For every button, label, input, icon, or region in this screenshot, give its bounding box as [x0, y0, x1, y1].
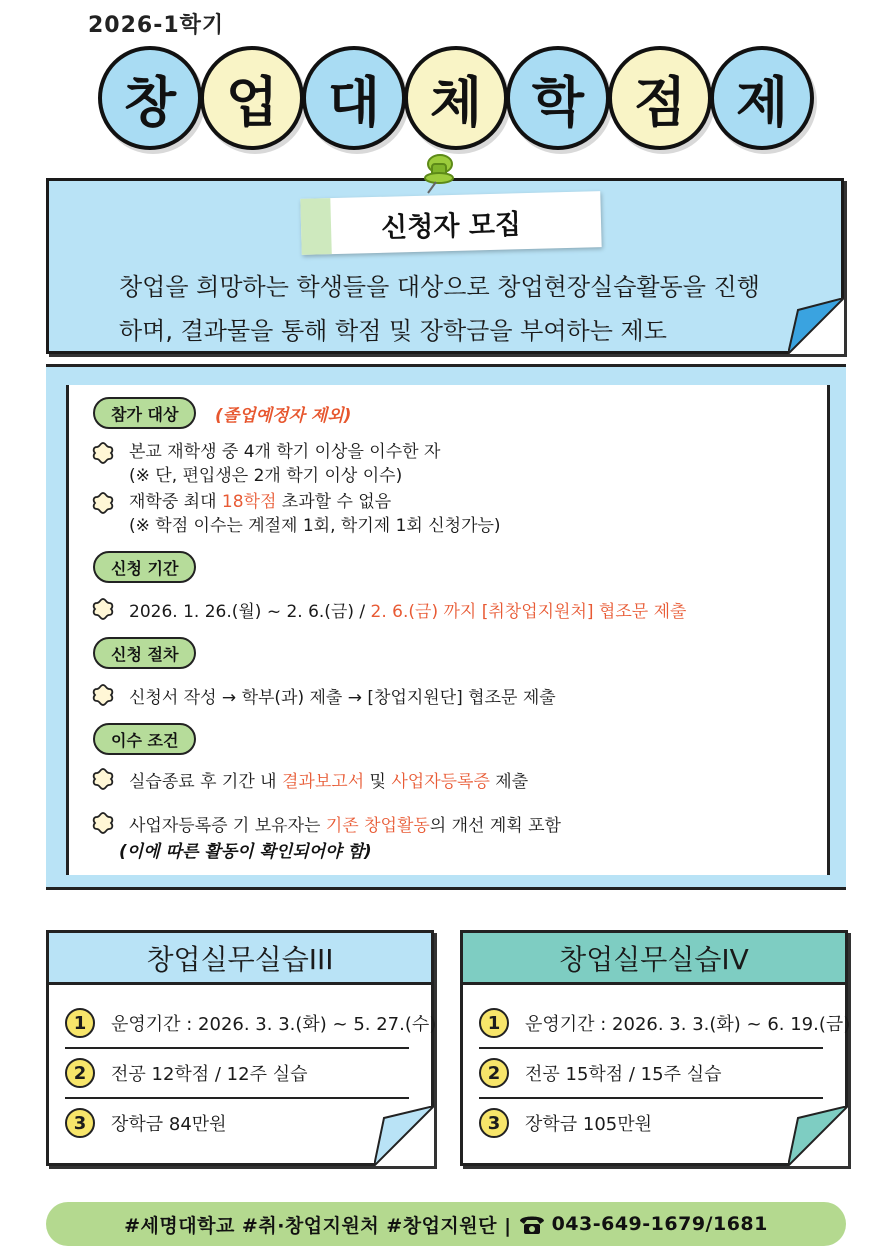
conditions-note: (이에 따른 활동이 확인되어야 함)	[119, 842, 372, 862]
title-char: 점	[608, 46, 712, 150]
course-card-row	[65, 999, 437, 1047]
conditions-item1: 실습종료 후 기간 내 결과보고서 및 사업자등록증 제출	[129, 772, 529, 792]
course-card-row	[479, 1049, 823, 1097]
target-note: (졸업예정자 제외)	[215, 406, 352, 426]
info-panel	[46, 364, 846, 890]
title-char: 제	[710, 46, 814, 150]
flower-bullet-icon	[91, 597, 115, 621]
section-badge-procedure: 신청 절차	[93, 637, 196, 669]
section-badge-target: 참가 대상	[93, 397, 196, 429]
title-char: 학	[506, 46, 610, 150]
pushpin-icon	[412, 150, 462, 194]
target-item2: 재학중 최대 18학점 초과할 수 없음	[129, 492, 392, 512]
row-text: 전공 15학점 / 15주 실습	[525, 1064, 722, 1085]
row-text: 운영기간 : 2026. 3. 3.(화) ~ 5. 27.(수)	[111, 1014, 437, 1035]
row-number: 3	[65, 1108, 95, 1138]
telephone-icon	[518, 1212, 546, 1236]
title-char: 창	[98, 46, 202, 150]
contact-footer	[46, 1202, 846, 1246]
title-char: 체	[404, 46, 508, 150]
row-text: 전공 12학점 / 12주 실습	[111, 1064, 308, 1085]
title-char: 대	[302, 46, 406, 150]
row-number: 1	[65, 1008, 95, 1038]
flower-bullet-icon	[91, 811, 115, 835]
recruitment-tape	[300, 191, 601, 255]
flower-bullet-icon	[91, 767, 115, 791]
course-card-row	[479, 1099, 823, 1147]
flower-bullet-icon	[91, 441, 115, 465]
target-item1: 본교 재학생 중 4개 학기 이상을 이수한 자	[129, 442, 441, 462]
row-text: 장학금 84만원	[111, 1114, 227, 1135]
course-card-iv	[460, 930, 851, 1166]
info-panel-inner	[66, 385, 830, 875]
target-item1-note: (※ 단, 편입생은 2개 학기 이상 이수)	[129, 466, 403, 486]
conditions-item2: 사업자등록증 기 보유자는 기존 창업활동의 개선 계획 포함	[129, 816, 561, 836]
section-badge-period: 신청 기간	[93, 551, 196, 583]
course-card-row	[65, 1049, 409, 1097]
procedure-text: 신청서 작성 → 학부(과) 제출 → [창업지원단] 협조문 제출	[129, 688, 556, 708]
course-card-title: 창업실무실습IV	[463, 933, 845, 985]
course-card-row	[479, 999, 851, 1047]
course-card-iii	[46, 930, 437, 1166]
title-char: 업	[200, 46, 304, 150]
section-badge-conditions: 이수 조건	[93, 723, 196, 755]
flower-bullet-icon	[91, 491, 115, 515]
page-fold-icon	[788, 298, 844, 354]
semester-label: 2026-1학기	[88, 13, 225, 38]
intro-box	[46, 178, 844, 354]
row-number: 2	[65, 1058, 95, 1088]
intro-line: 창업을 희망하는 학생들을 대상으로 창업현장실습활동을 진행	[119, 273, 760, 301]
course-card-title: 창업실무실습III	[49, 933, 431, 985]
row-number: 3	[479, 1108, 509, 1138]
footer-phone[interactable]: 043-649-1679/1681	[551, 1213, 768, 1235]
page-fold-icon	[374, 1106, 434, 1166]
intro-line: 하며, 결과물을 통해 학점 및 장학금을 부여하는 제도	[119, 317, 667, 345]
page-fold-icon	[788, 1106, 848, 1166]
footer-tags: #세명대학교 #취·창업지원처 #창업지원단 |	[124, 1214, 512, 1237]
row-number: 2	[479, 1058, 509, 1088]
row-number: 1	[479, 1008, 509, 1038]
recruitment-title: 신청자 모집	[380, 208, 522, 244]
row-text: 장학금 105만원	[525, 1114, 653, 1135]
intro-description	[119, 265, 799, 353]
course-card-row	[65, 1099, 409, 1147]
flower-bullet-icon	[91, 683, 115, 707]
target-item2-note: (※ 학점 이수는 계절제 1회, 학기제 1회 신청가능)	[129, 516, 501, 536]
row-text: 운영기간 : 2026. 3. 3.(화) ~ 6. 19.(금)	[525, 1014, 851, 1035]
period-text: 2026. 1. 26.(월) ~ 2. 6.(금) / 2. 6.(금) 까지 [취창업지원처] 협조문 제출	[129, 602, 687, 622]
